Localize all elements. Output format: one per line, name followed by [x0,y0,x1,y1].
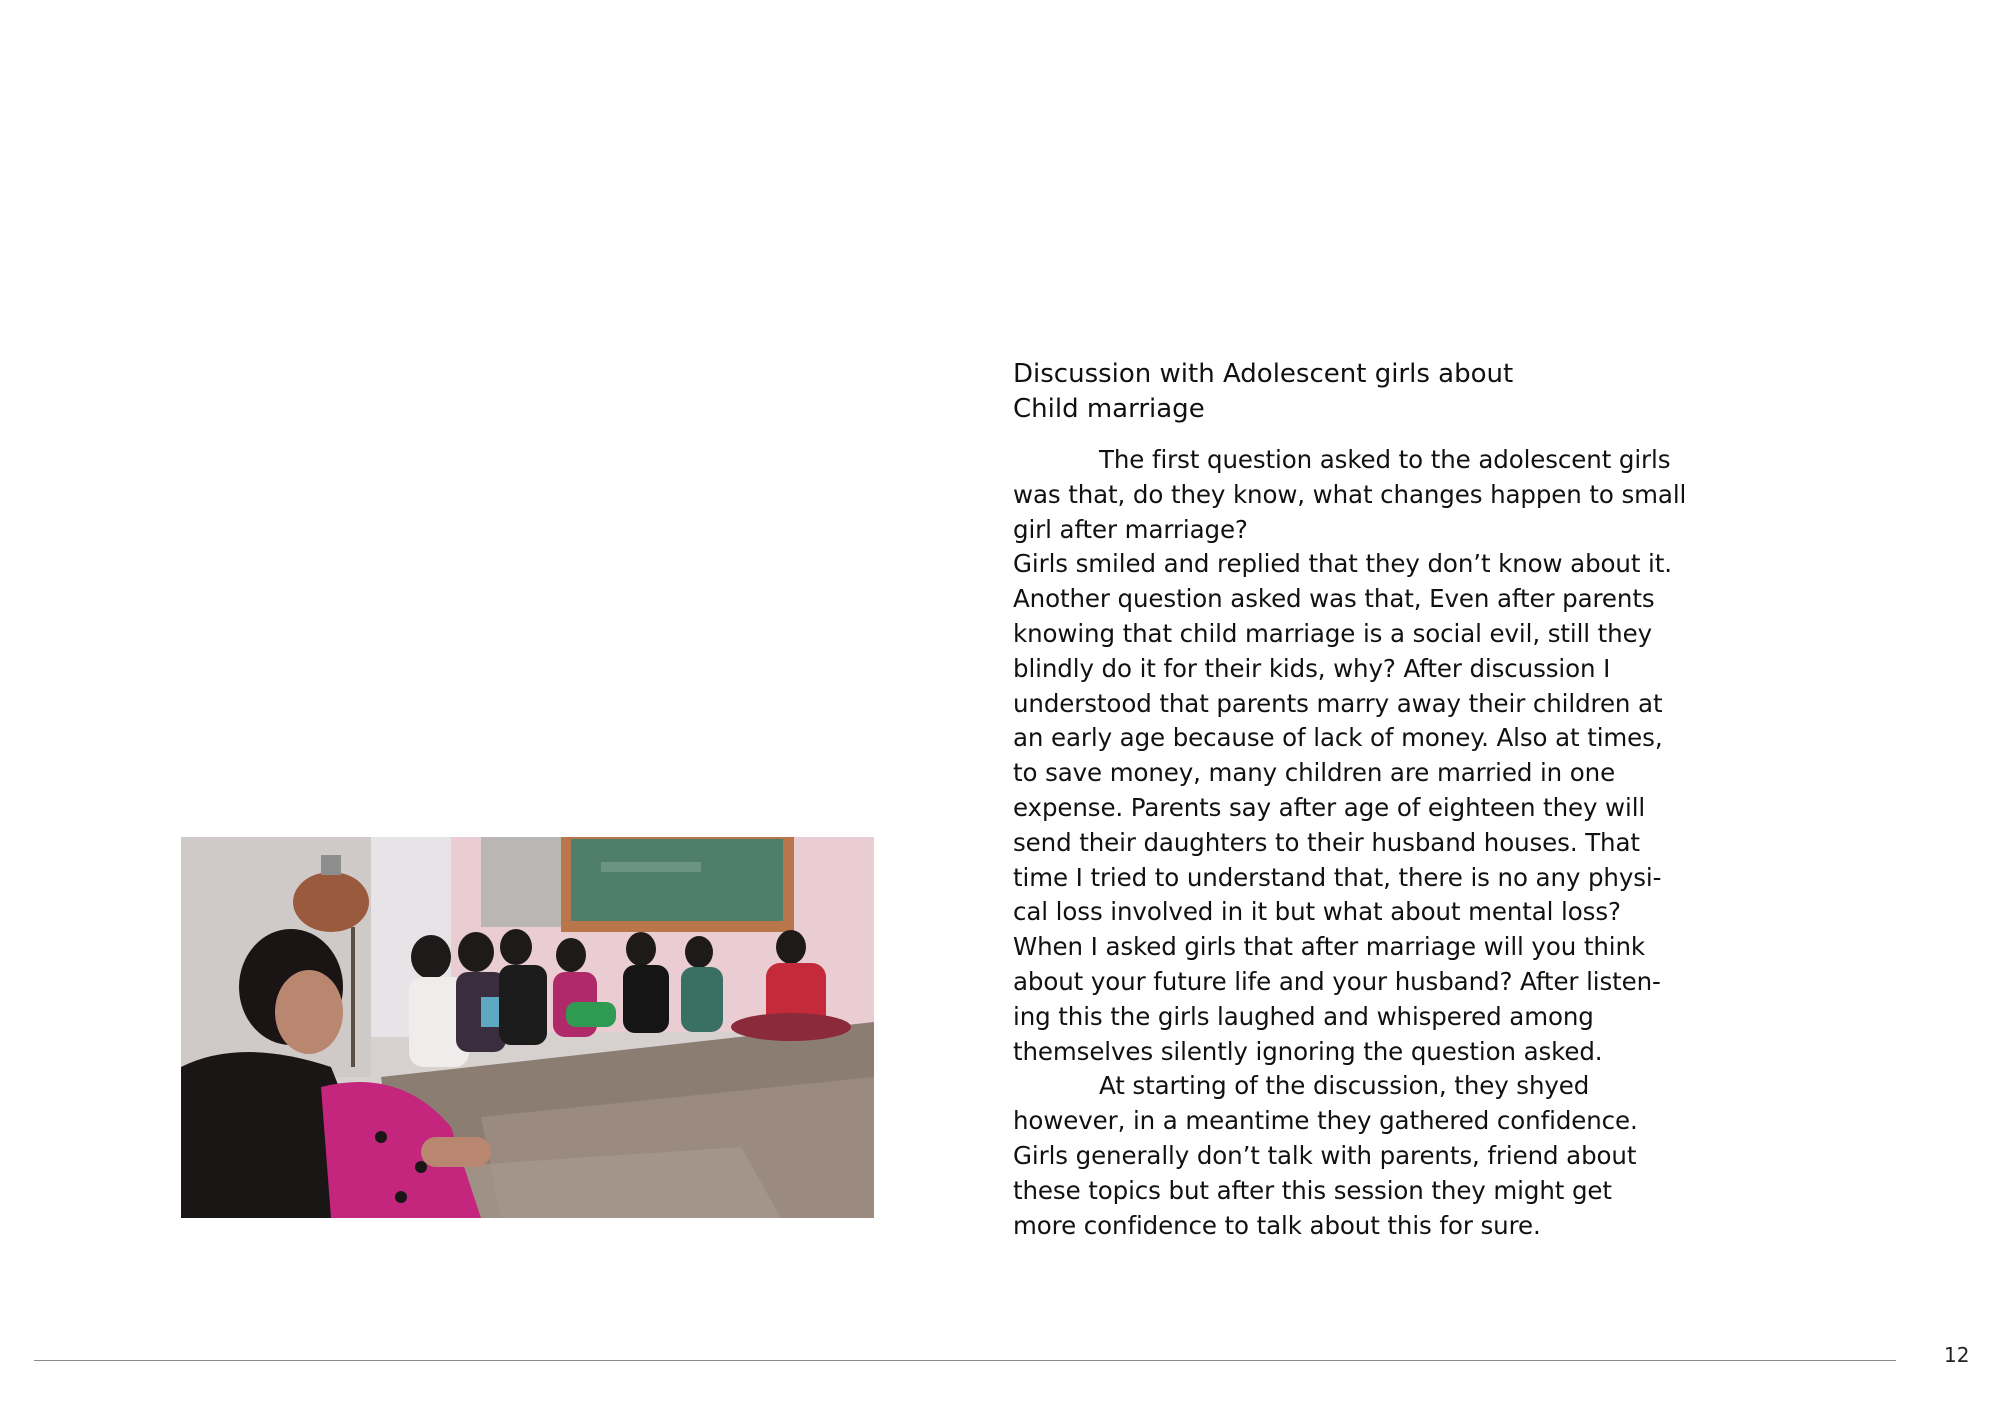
body-line: understood that parents marry away their children at [1013,688,1663,718]
body-line: Another question asked was that, Even after parents [1013,584,1655,614]
body-line: about your future life and your husband? After listen- [1013,966,1661,996]
footer-divider [34,1360,1896,1361]
body-line: more confidence to talk about this for sure. [1013,1210,1541,1240]
article-body [1013,443,1687,1243]
body-line: however, in a meantime they gathered confidence. [1013,1106,1638,1136]
body-line: blindly do it for their kids, why? After discussion I [1013,653,1611,683]
body-line: Girls generally don’t talk with parents, friend about [1013,1140,1637,1170]
body-line: At starting of the discussion, they shyed [1099,1071,1590,1101]
discussion-photo [181,837,874,1218]
body-line: these topics but after this session they might get [1013,1175,1612,1205]
body-line: cal loss involved in it but what about mental loss? [1013,897,1621,927]
body-line: The first question asked to the adolescent girls [1099,445,1671,474]
heading-line: Child marriage [1013,394,1205,424]
body-line: was that, do they know, what changes happen to small [1013,479,1687,509]
body-line: When I asked girls that after marriage will you think [1013,932,1645,962]
page-number: 12 [1944,1343,1970,1367]
body-line: expense. Parents say after age of eighteen they will [1013,792,1646,822]
body-line: an early age because of lack of money. Also at times, [1013,723,1663,753]
body-line: knowing that child marriage is a social evil, still they [1013,618,1652,648]
body-line: Girls smiled and replied that they don’t know about it. [1013,549,1672,579]
body-line: ing this the girls laughed and whispered among [1013,1001,1594,1031]
body-line: themselves silently ignoring the question asked. [1013,1036,1603,1066]
body-line: to save money, many children are married in one [1013,758,1616,788]
body-line: girl after marriage? [1013,514,1248,544]
article-heading [1013,357,1673,427]
body-line: send their daughters to their husband houses. That [1013,827,1640,857]
body-line: time I tried to understand that, there is no any physi- [1013,862,1662,892]
heading-line: Discussion with Adolescent girls about [1013,359,1514,389]
article-column [1013,357,1687,1243]
